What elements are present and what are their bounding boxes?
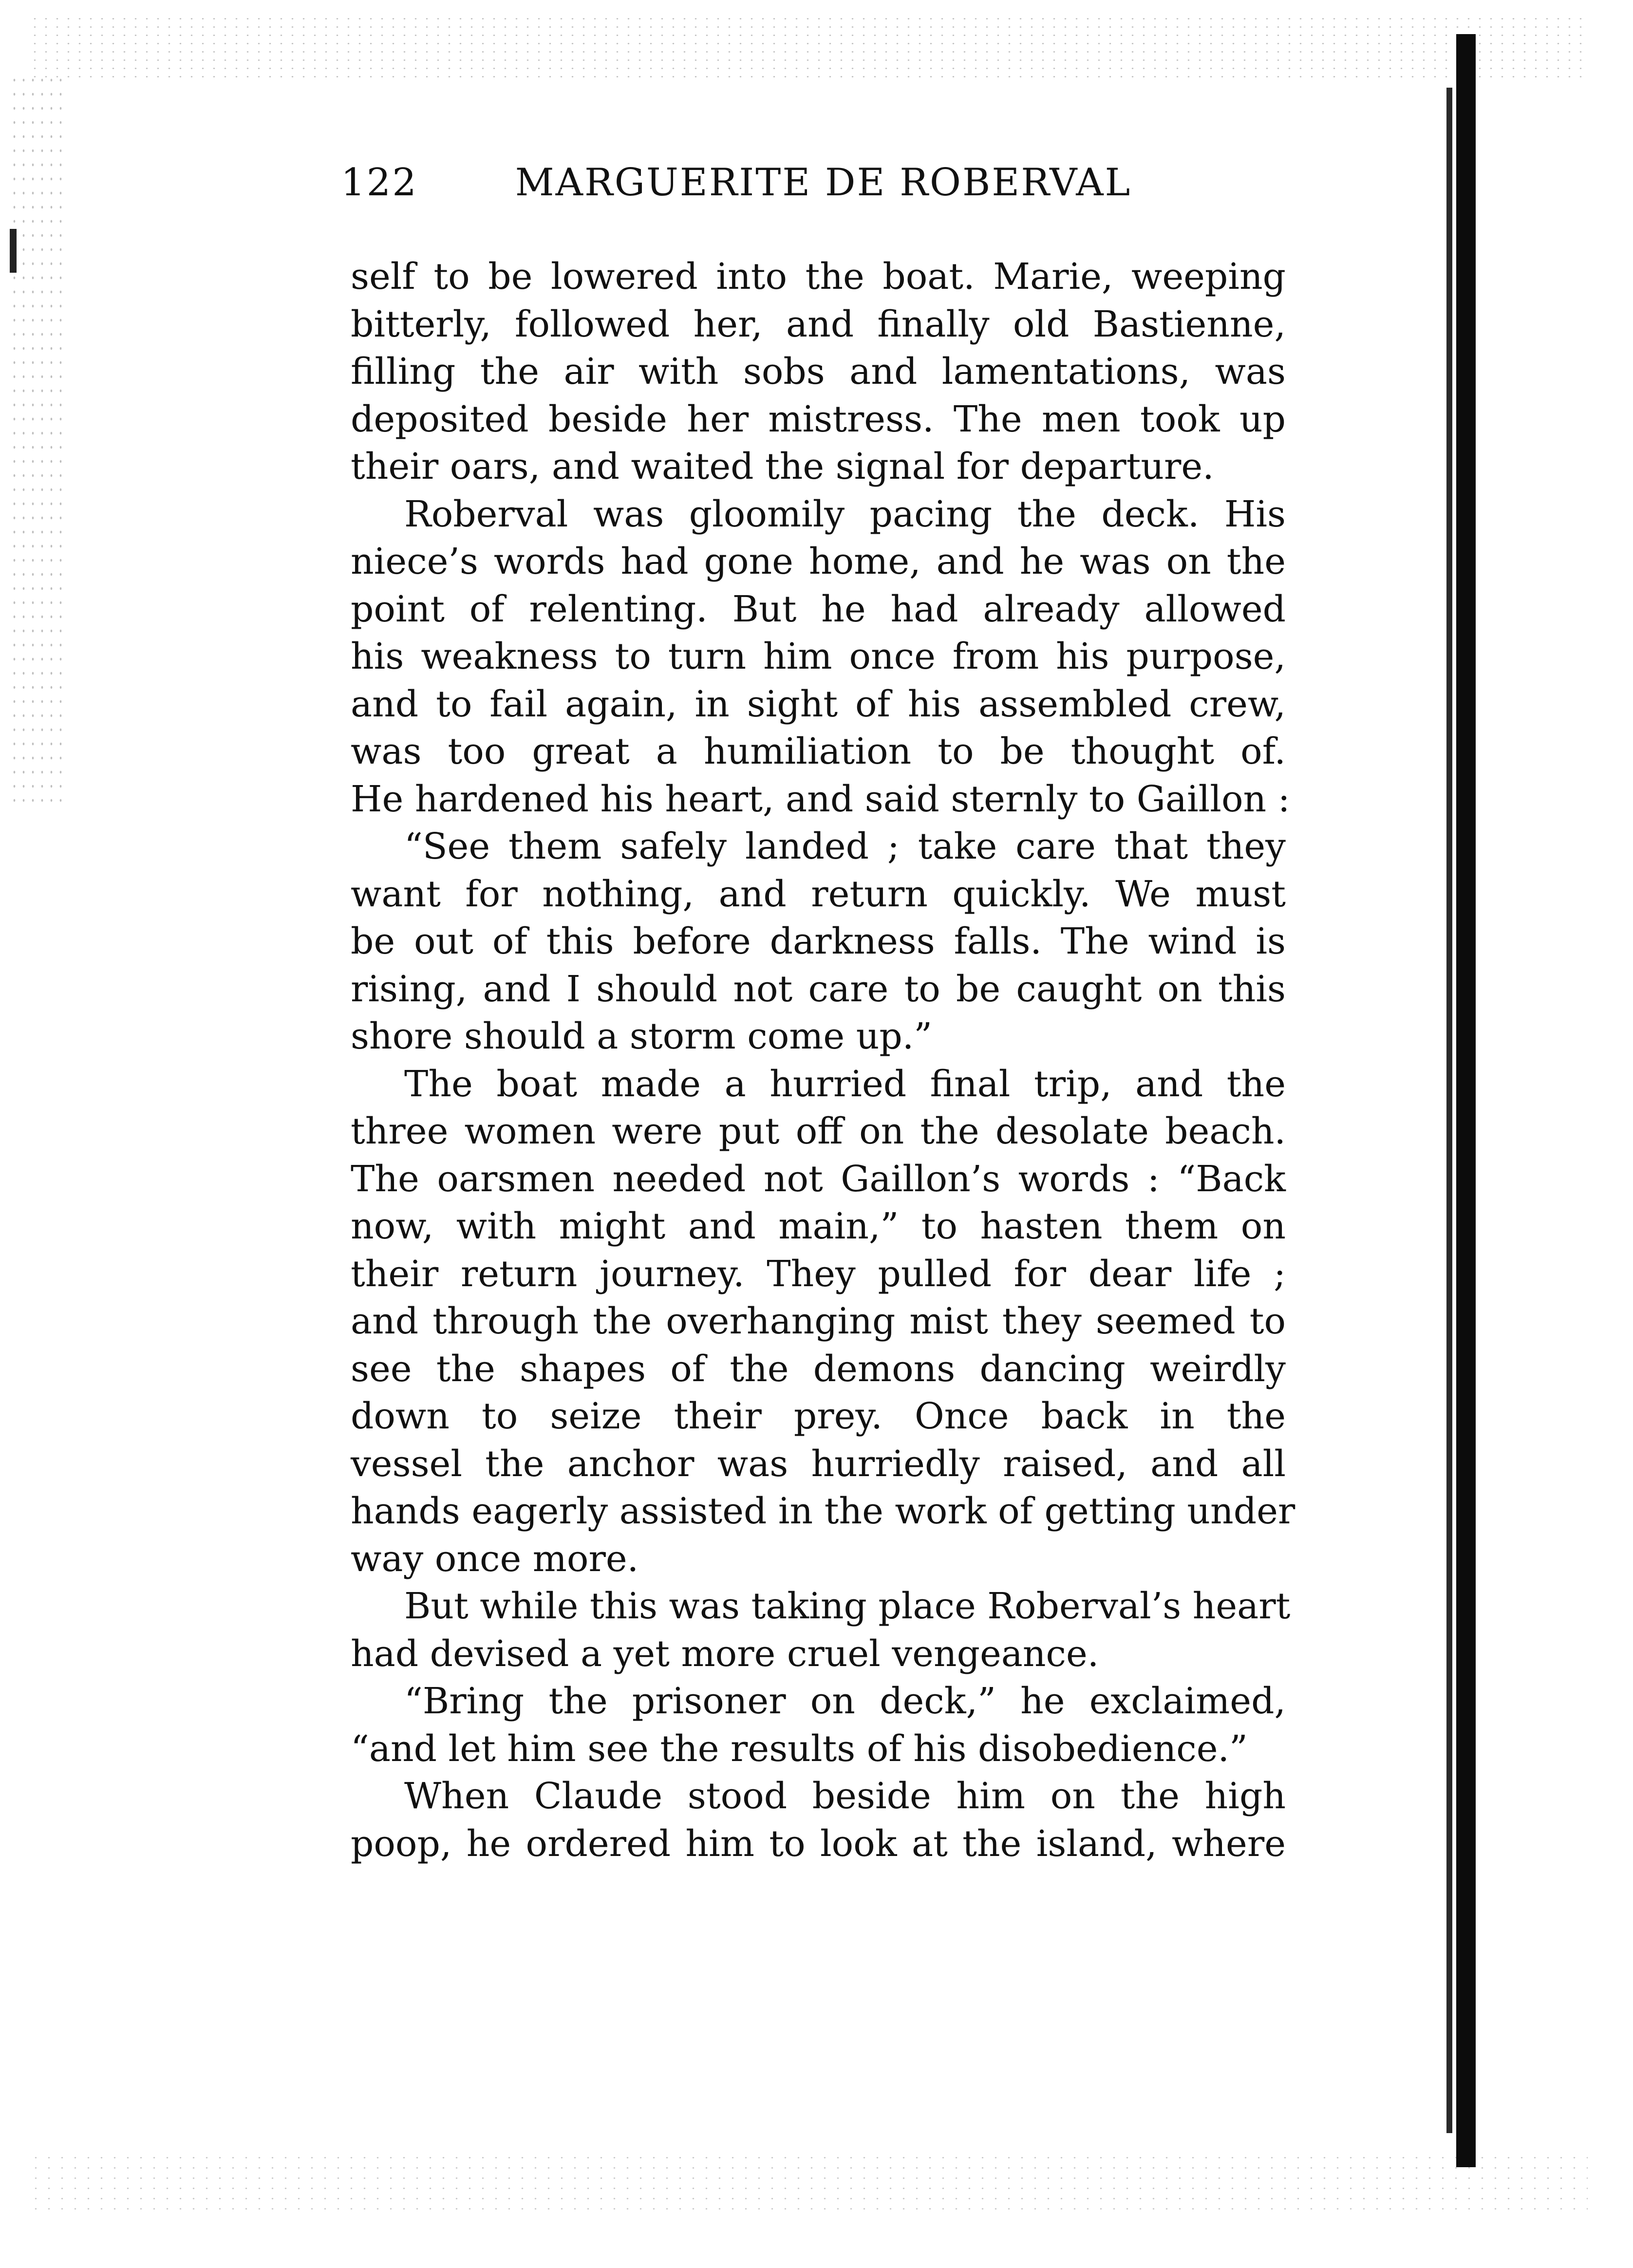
text-line: hands eagerly assisted in the work of getting under	[351, 1490, 1295, 1532]
spine-shadow	[1446, 88, 1452, 2133]
text-line: filling the air with sobs and lamentations, was	[351, 351, 1286, 393]
text-line: niece’s words had gone home, and he was on the	[351, 541, 1286, 582]
text-line: But while this was taking place Roberval’s heart	[404, 1585, 1291, 1627]
page-number: 122	[341, 161, 418, 205]
running-title: MARGUERITE DE ROBERVAL	[515, 161, 1132, 205]
text-line: poop, he ordered him to look at the island, where	[351, 1822, 1286, 1865]
text-line: see the shapes of the demons dancing weirdly	[351, 1348, 1286, 1390]
text-line: three women were put off on the desolate beach.	[351, 1110, 1286, 1152]
text-line: shore should a storm come up.”	[351, 1015, 933, 1057]
text-line: rising, and I should not care to be caught on this	[351, 968, 1286, 1010]
text-line: point of relenting. But he had already allowed	[351, 588, 1286, 630]
text-line: When Claude stood beside him on the high	[404, 1775, 1286, 1817]
left-edge-speckle	[10, 73, 63, 804]
text-line: their return journey. They pulled for dear life ;	[351, 1253, 1286, 1295]
text-line: and to fail again, in sight of his assembled crew,	[351, 683, 1286, 725]
text-line: The boat made a hurried final trip, and the	[404, 1063, 1286, 1105]
text-line: was too great a humiliation to be thought of.	[351, 731, 1286, 772]
text-line: now, with might and main,” to hasten them on	[351, 1205, 1286, 1247]
text-line: his weakness to turn him once from his purpose,	[351, 636, 1286, 677]
book-spine	[1456, 34, 1476, 2167]
text-line: The oarsmen needed not Gaillon’s words : “Back	[351, 1158, 1286, 1200]
text-line: their oars, and waited the signal for departure.	[351, 446, 1214, 487]
running-header	[341, 161, 1145, 214]
text-line: He hardened his heart, and said sternly to Gaillon :	[351, 778, 1290, 820]
top-edge-speckle	[29, 15, 1588, 83]
text-line: had devised a yet more cruel vengeance.	[351, 1632, 1099, 1675]
left-edge-mark	[10, 229, 17, 273]
text-line: down to seize their prey. Once back in the	[351, 1395, 1286, 1437]
text-line: be out of this before darkness falls. The wind is	[351, 920, 1286, 962]
text-line: self to be lowered into the boat. Marie, weeping	[351, 256, 1286, 298]
text-line: “Bring the prisoner on deck,” he exclaimed,	[404, 1680, 1286, 1722]
text-line: “and let him see the results of his disobedience.”	[351, 1727, 1248, 1770]
text-line: bitterly, followed her, and finally old Bastienne,	[351, 303, 1286, 345]
bottom-edge-speckle	[29, 2153, 1588, 2211]
text-line: way once more.	[351, 1537, 639, 1580]
text-line: Roberval was gloomily pacing the deck. His	[404, 493, 1286, 535]
text-line: deposited beside her mistress. The men took up	[351, 398, 1286, 440]
text-line: and through the overhanging mist they seemed to	[351, 1300, 1286, 1342]
text-line: vessel the anchor was hurriedly raised, and all	[351, 1443, 1286, 1485]
text-line: “See them safely landed ; take care that they	[404, 825, 1286, 867]
text-line: want for nothing, and return quickly. We must	[351, 873, 1286, 915]
body-text	[351, 253, 1295, 1868]
